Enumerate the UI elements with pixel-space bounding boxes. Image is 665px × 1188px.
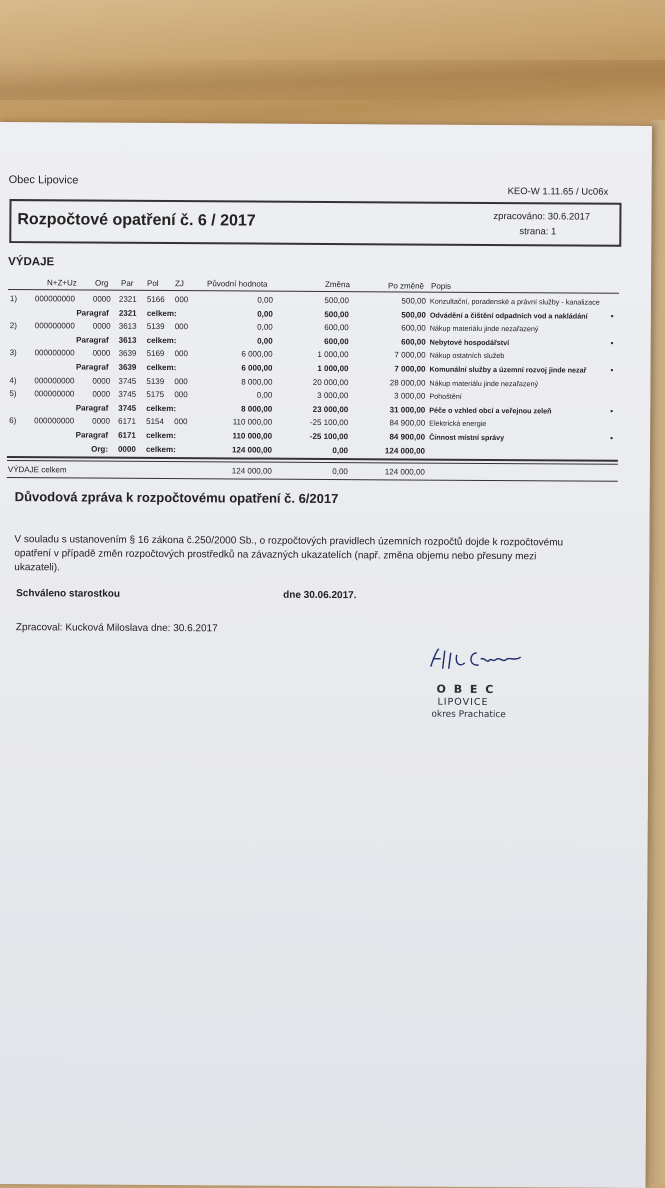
document-title: Rozpočtové opatření č. 6 / 2017: [17, 211, 256, 230]
row-after: 500,00: [401, 310, 426, 320]
report-line-3: ukazateli).: [14, 562, 60, 574]
row-original: 110 000,00: [232, 431, 273, 441]
row-change: 23 000,00: [312, 404, 349, 414]
row-org: 0000: [92, 376, 111, 386]
row-change: 500,00: [324, 295, 349, 306]
row-after: 3 000,00: [394, 391, 426, 401]
row-label: Paragraf: [75, 430, 109, 440]
row-zj: 000: [174, 295, 189, 305]
row-celkem: celkem:: [146, 335, 177, 345]
section-title: VÝDAJE: [8, 256, 55, 269]
row-description: Péče o vzhled obcí a veřejnou zeleň: [429, 405, 552, 416]
row-description: Nebytové hospodářství: [429, 337, 510, 347]
report-line-1: V souladu s ustanovením § 16 zákona č.250/2000 Sb., o rozpočtových pravidlech územních rozpočtů dojde k rozpočtovému: [14, 534, 564, 549]
municipality-name: Obec Lipovice: [8, 174, 79, 187]
total-after: 124 000,00: [384, 467, 425, 477]
row-par: 3745: [118, 389, 137, 400]
row-after: 7 000,00: [394, 364, 426, 374]
row-mark: •: [610, 365, 614, 375]
stamp-line-1: O B E C: [436, 682, 496, 697]
stamp-line-2: LIPOVICE: [437, 696, 489, 708]
col-desc: Popis: [430, 281, 452, 291]
row-nzuz: 000000000: [34, 375, 75, 386]
row-zj: 000: [174, 349, 188, 359]
row-par: 3639: [118, 362, 137, 372]
row-par: 3613: [118, 335, 137, 345]
row-par: 2321: [118, 308, 137, 318]
total-original: 124 000,00: [231, 466, 272, 476]
row-pol: 5169: [146, 349, 165, 359]
row-par: 3613: [118, 321, 137, 332]
row-description: Komunální služby a územní rozvoj jinde nezař: [429, 364, 587, 375]
row-org: 0000: [92, 294, 111, 304]
row-number: 1): [9, 294, 18, 304]
row-number: 2): [9, 321, 17, 331]
total-bottom-rule: [7, 477, 618, 482]
page-number: strana: 1: [519, 226, 557, 238]
row-original: 124 000,00: [231, 445, 273, 455]
row-description: Činnost místní správy: [429, 432, 505, 443]
document-page: [0, 122, 652, 1188]
row-org: 0000: [92, 416, 110, 427]
row-mark: •: [610, 311, 614, 321]
row-nzuz: 000000000: [34, 416, 75, 426]
row-par: 2321: [118, 294, 137, 304]
row-nzuz: 000000000: [34, 389, 75, 399]
signature-icon: [427, 645, 527, 676]
row-org: 0000: [92, 348, 111, 359]
row-after: 84 900,00: [389, 432, 426, 442]
total-change: 0,00: [332, 467, 348, 477]
row-description: Konzultační, poradenské a právní služby - kanalizace: [429, 296, 600, 307]
row-original: 0,00: [257, 295, 273, 305]
row-zj: 000: [174, 376, 188, 386]
row-org: 0000: [92, 321, 111, 331]
row-original: 0,00: [257, 322, 273, 332]
row-mark: •: [610, 338, 614, 348]
row-original: 8 000,00: [241, 377, 273, 387]
row-after: 500,00: [401, 296, 426, 306]
row-original: 6 000,00: [241, 349, 273, 360]
col-change: Změna: [324, 279, 350, 290]
processed-date: zpracováno: 30.6.2017: [493, 211, 591, 223]
row-pol: 5175: [146, 390, 165, 400]
prepared-by: Zpracoval: Kucková Miloslava dne: 30.6.2017: [15, 622, 218, 635]
row-label: Paragraf: [75, 403, 109, 413]
row-par: 6171: [118, 430, 136, 440]
row-number: 6): [9, 416, 17, 426]
row-original: 0,00: [257, 336, 273, 346]
row-zj: 000: [174, 417, 188, 427]
row-par: 6171: [118, 417, 136, 427]
row-change: 3 000,00: [317, 391, 349, 401]
row-after: 7 000,00: [394, 350, 426, 360]
row-number: 3): [9, 348, 17, 358]
row-celkem: celkem:: [145, 444, 176, 454]
row-description: Nákup materiálu jinde nezařazený: [429, 378, 539, 388]
row-change: 600,00: [324, 323, 349, 333]
header-rule: [8, 289, 619, 294]
row-nzuz: 000000000: [34, 321, 75, 331]
wooden-table-edge: [651, 120, 665, 1184]
row-original: 0,00: [257, 309, 273, 319]
row-label: Paragraf: [76, 335, 109, 345]
row-after: 84 900,00: [389, 418, 426, 428]
row-zj: 000: [174, 390, 188, 400]
row-after: 28 000,00: [389, 377, 426, 388]
row-original: 0,00: [256, 390, 273, 400]
row-par: 3639: [118, 349, 137, 359]
row-change: -25 100,00: [309, 418, 349, 428]
row-par: 3745: [118, 403, 137, 413]
total-label: VÝDAJE celkem: [7, 465, 67, 475]
row-celkem: celkem:: [146, 362, 177, 373]
row-pol: 5166: [146, 294, 165, 305]
row-label: Paragraf: [76, 308, 109, 318]
row-par: 0000: [117, 444, 136, 454]
report-line-2: opatření v případě změn rozpočtových prostředků na závazných ukazatelích (např. změna objemu nebo přesuny mezi: [14, 548, 537, 563]
row-after: 600,00: [401, 337, 426, 347]
row-nzuz: 000000000: [34, 294, 75, 304]
row-description: Elektrická energie: [429, 419, 487, 429]
col-par: Par: [120, 278, 134, 288]
col-pol: Pol: [146, 278, 159, 288]
row-label: Org:: [91, 444, 109, 454]
row-mark: •: [610, 433, 613, 443]
row-pol: 5139: [146, 322, 165, 332]
row-description: Pohoštění: [429, 391, 462, 402]
col-after: Po změně: [387, 281, 425, 291]
row-after: 124 000,00: [384, 445, 426, 456]
row-description: Odvádění a čištění odpadních vod a nakládání: [429, 310, 588, 321]
row-change: 1 000,00: [317, 363, 349, 374]
approved-text: Schváleno starostkou: [16, 588, 121, 600]
row-original: 8 000,00: [241, 404, 273, 414]
row-change: -25 100,00: [309, 431, 349, 442]
row-change: 600,00: [324, 336, 349, 346]
row-after: 600,00: [401, 323, 426, 333]
row-mark: •: [610, 406, 614, 416]
row-org: 0000: [92, 389, 111, 399]
row-celkem: celkem:: [146, 403, 177, 413]
col-nzuz: N+Z+Uz: [46, 278, 77, 288]
col-original: Původní hodnota: [206, 279, 268, 289]
software-version: KEO-W 1.11.65 / Uc06x: [507, 186, 609, 198]
row-description: Nákup materiálu jinde nezařazený: [429, 323, 539, 334]
stamp-line-3: okres Prachatice: [431, 709, 506, 721]
row-after: 31 000,00: [389, 405, 426, 415]
col-org: Org: [94, 278, 109, 288]
row-celkem: celkem:: [146, 308, 177, 318]
row-pol: 5154: [146, 417, 164, 427]
signature: [427, 645, 527, 681]
row-description: Nákup ostatních služeb: [429, 351, 505, 361]
row-number: 4): [9, 375, 17, 385]
row-zj: 000: [174, 322, 189, 332]
title-box: [9, 199, 621, 247]
row-original: 110 000,00: [232, 417, 273, 428]
row-nzuz: 000000000: [34, 348, 75, 358]
row-change: 1 000,00: [317, 350, 349, 360]
row-change: 0,00: [332, 445, 349, 455]
col-zj: ZJ: [174, 279, 184, 289]
report-heading: Důvodová zpráva k rozpočtovému opatření č. 6/2017: [14, 489, 339, 507]
row-change: 20 000,00: [312, 377, 349, 387]
row-number: 5): [9, 389, 17, 399]
row-pol: 5139: [146, 376, 165, 386]
approved-date: dne 30.06.2017.: [283, 589, 357, 602]
row-label: Paragraf: [76, 362, 109, 372]
row-change: 500,00: [324, 309, 349, 319]
row-celkem: celkem:: [146, 430, 176, 441]
row-par: 3745: [118, 376, 137, 386]
row-original: 6 000,00: [241, 363, 273, 373]
wooden-table-top: [0, 0, 665, 140]
